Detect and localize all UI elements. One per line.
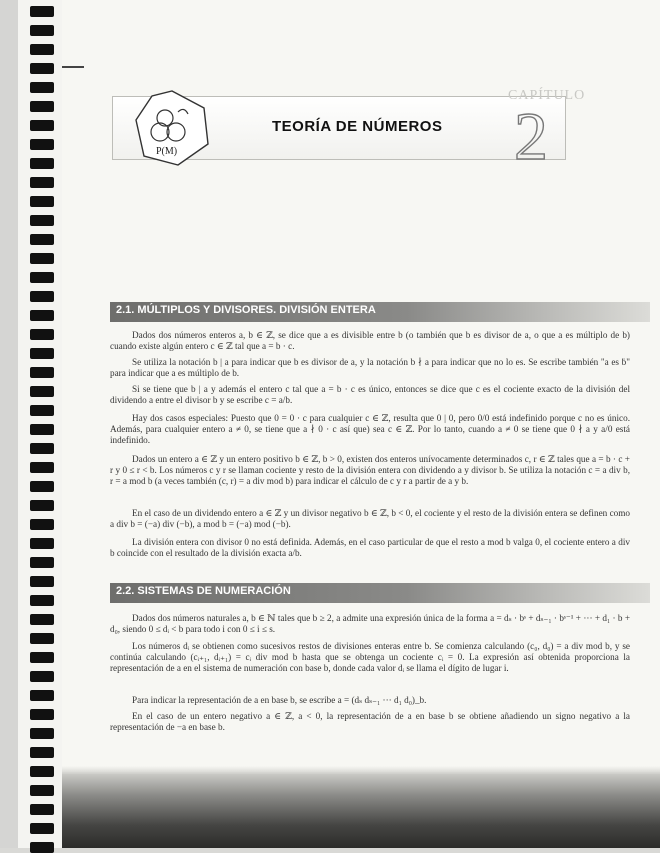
paragraph: Dados dos números enteros a, b ∈ ℤ, se dice que a es divisible entre b (o también que b es divisor de a, o que a es múltiplo de b) cuando existe algún entero c ∈ ℤ tal que a = b · c. <box>110 330 630 352</box>
section-heading: 2.1. MÚLTIPLOS Y DIVISORES. DIVISIÓN ENTERA <box>116 304 376 316</box>
paragraph: Se utiliza la notación b | a para indicar que b es divisor de a, y la notación b ∤ a para indicar que no lo es. Se escribe también "a es ḃ" para indicar que a es múltiplo de b. <box>110 357 630 379</box>
logo-text: P(M) <box>156 146 178 157</box>
binding-loop <box>30 291 54 302</box>
binding-loop <box>30 6 54 17</box>
paragraph: Dados dos números naturales a, b ∈ ℕ tales que b ≥ 2, a admite una expresión única de la forma a = dₛ · bˢ + dₛ₋₁ · bˢ⁻¹ + ··· + d₁ · b + d₀, siendo 0 ≤ dᵢ < b para todo i con 0 ≤ i ≤ s. <box>110 613 630 635</box>
binding-loop <box>30 671 54 682</box>
binding-loop <box>30 25 54 36</box>
binding-loop <box>30 44 54 55</box>
binding-loop <box>30 633 54 644</box>
binding-loop <box>30 614 54 625</box>
section-heading-bar <box>110 583 650 603</box>
paragraph: Dados un entero a ∈ ℤ y un entero positivo b ∈ ℤ, b > 0, existen dos enteros unívocamente determinados c, r ∈ ℤ tales que a = b · c + r y 0 ≤ r < b. Los números c y r se llaman cociente y resto de la división entera con dividendo a y divisor b. Se utiliza la notación c = a div b, r = a mod b (a veces también (c, r) = a div mod b) para indicar el cálculo de c y r a partir de a y b. <box>110 454 630 487</box>
scan-shadow <box>62 772 660 848</box>
binding-loop <box>30 405 54 416</box>
binding-loop <box>30 785 54 796</box>
spiral-binding <box>0 0 62 848</box>
binding-edge-shadow <box>0 0 18 848</box>
binding-loop <box>30 804 54 815</box>
binding-loop <box>30 500 54 511</box>
paragraph: La división entera con divisor 0 no está definida. Además, en el caso particular de que el resto a mod b valga 0, el cociente entero a div b coincide con el resultado de la división exacta a/b. <box>110 537 630 559</box>
binding-loop <box>30 690 54 701</box>
binding-loop <box>30 82 54 93</box>
binding-loop <box>30 234 54 245</box>
paragraph: Para indicar la representación de a en base b, se escribe a = (dₛ dₛ₋₁ ··· d₁ d₀)_b. <box>132 695 427 705</box>
binding-loop <box>30 63 54 74</box>
paragraph: Hay dos casos especiales: Puesto que 0 = 0 · c para cualquier c ∈ ℤ, resulta que 0 | 0, pero 0/0 está indefinido porque c no es único. Además, para cualquier entero a ≠ 0, se tiene que a ∤ 0 · c así que) sea c ∈ ℤ. Por lo tanto, cuando a ≠ 0 se tiene que 0 ∤ a y a/0 está indefinido. <box>110 413 630 446</box>
paragraph: En el caso de un entero negativo a ∈ ℤ, a < 0, la representación de a en base b se obtiene añadiendo un signo negativo a la representación de −a en base b. <box>110 711 630 733</box>
binding-loop <box>30 424 54 435</box>
paragraph: En el caso de un dividendo entero a ∈ ℤ y un divisor negativo b ∈ ℤ, b < 0, el cociente y el resto de la división entera se definen como a div b = (−a) div (−b), a mod b = (−a) mod (−b). <box>110 508 630 530</box>
binding-loop <box>30 253 54 264</box>
chapter-title: TEORÍA DE NÚMEROS <box>272 118 443 135</box>
binding-loop <box>30 367 54 378</box>
binding-loop <box>30 443 54 454</box>
chapter-label: CAPÍTULO <box>508 88 586 103</box>
binding-loop <box>30 538 54 549</box>
binding-loop <box>30 728 54 739</box>
binding-loop <box>30 139 54 150</box>
binding-loop <box>30 386 54 397</box>
binding-loop <box>30 595 54 606</box>
document-page <box>62 0 660 848</box>
binding-loop <box>30 462 54 473</box>
section-heading: 2.2. SISTEMAS DE NUMERACIÓN <box>116 585 291 597</box>
binding-loop <box>30 101 54 112</box>
binding-loop <box>30 158 54 169</box>
binding-loop <box>30 177 54 188</box>
binding-loop <box>30 196 54 207</box>
paragraph: Si se tiene que b | a y además el entero c tal que a = b · c es único, entonces se dice que c es el cociente exacto de la división del dividendo a entre el divisor b y se escribe c = a/b. <box>110 384 630 406</box>
binding-loop <box>30 823 54 834</box>
binding-loop <box>30 766 54 777</box>
binding-loop <box>30 481 54 492</box>
binding-loop <box>30 310 54 321</box>
binding-loop <box>30 272 54 283</box>
paragraph: Los números dᵢ se obtienen como sucesivos restos de divisiones enteras entre b. Se comienza calculando (c₀, d₀) = a div mod b, y se continúa calculando (cᵢ₊₁, dᵢ₊₁) = cᵢ div mod b hasta que se obtenga un cociente cᵢ = 0. La expresión así obtenida proporciona la representación de a en el sistema de numeración con base b, donde cada valor dᵢ se llama el dígito de lugar i. <box>110 641 630 674</box>
top-rule <box>62 66 84 68</box>
binding-loop <box>30 747 54 758</box>
chapter-logo-icon <box>132 88 212 168</box>
binding-loop <box>30 557 54 568</box>
binding-loop <box>30 329 54 340</box>
binding-loop <box>30 709 54 720</box>
section-heading-bar <box>110 302 650 322</box>
binding-loop <box>30 120 54 131</box>
binding-loop <box>30 348 54 359</box>
binding-loop <box>30 519 54 530</box>
binding-loop <box>30 652 54 663</box>
binding-loop <box>30 576 54 587</box>
binding-loop <box>30 215 54 226</box>
chapter-number: 2 <box>514 98 548 174</box>
